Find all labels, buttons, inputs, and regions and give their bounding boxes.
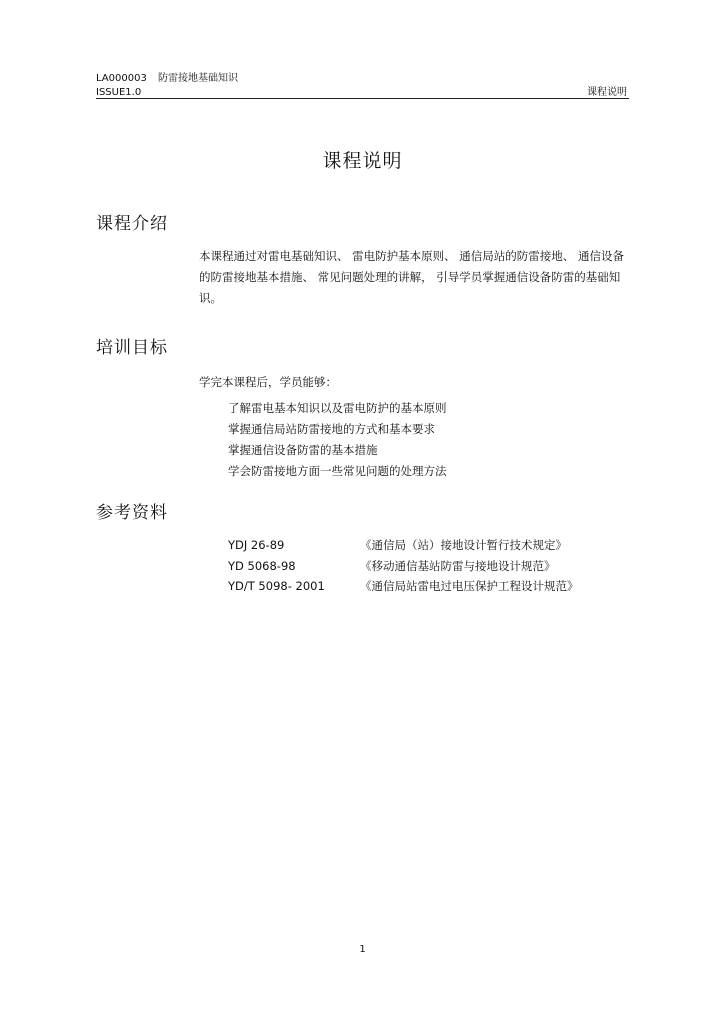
header-section: 课程说明 <box>587 87 627 98</box>
reference-title: 《通信局站雷电过电压保护工程设计规范》 <box>360 579 579 593</box>
reference-code: YD/T 5098- 2001 <box>228 579 325 593</box>
module-name: 防雷接地基础知识 <box>158 73 238 84</box>
goals-list <box>228 398 447 482</box>
reference-title: 《移动通信基站防雷与接地设计规范》 <box>360 558 556 573</box>
intro-heading: 课程介绍 <box>96 214 168 234</box>
goal-item: 了解雷电基本知识以及雷电防护的基本原则 <box>228 401 447 415</box>
page-number: 1 <box>359 944 366 955</box>
goals-heading: 培训目标 <box>96 338 168 358</box>
goal-item: 掌握通信局站防雷接地的方式和基本要求 <box>228 422 435 436</box>
references-list <box>228 535 628 597</box>
goal-item: 掌握通信设备防雷的基本措施 <box>228 443 378 457</box>
issue-number: ISSUE1.0 <box>96 87 142 98</box>
reference-row <box>228 556 628 577</box>
reference-code: YD 5068-98 <box>228 558 296 573</box>
goals-lead: 学完本课程后，学员能够： <box>199 375 337 389</box>
reference-title: 《通信局（站）接地设计暂行技术规定》 <box>360 538 567 552</box>
header-divider <box>96 98 629 99</box>
intro-paragraph: 本课程通过对雷电基础知识、 雷电防护基本原则、 通信局站的防雷接地、 通信设备的防雷接地基本措施、 常见问题处理的讲解， 引导学员掌握通信设备防雷的基础知识。 <box>199 249 624 305</box>
goal-item: 学会防雷接地方面一些常见问题的处理方法 <box>228 464 447 478</box>
reference-code: YDJ 26-89 <box>228 538 285 552</box>
doc-code: LA000003 <box>96 73 147 84</box>
references-heading: 参考资料 <box>96 503 168 523</box>
page-title: 课程说明 <box>322 150 403 172</box>
reference-row <box>228 535 628 556</box>
reference-row <box>228 576 628 597</box>
